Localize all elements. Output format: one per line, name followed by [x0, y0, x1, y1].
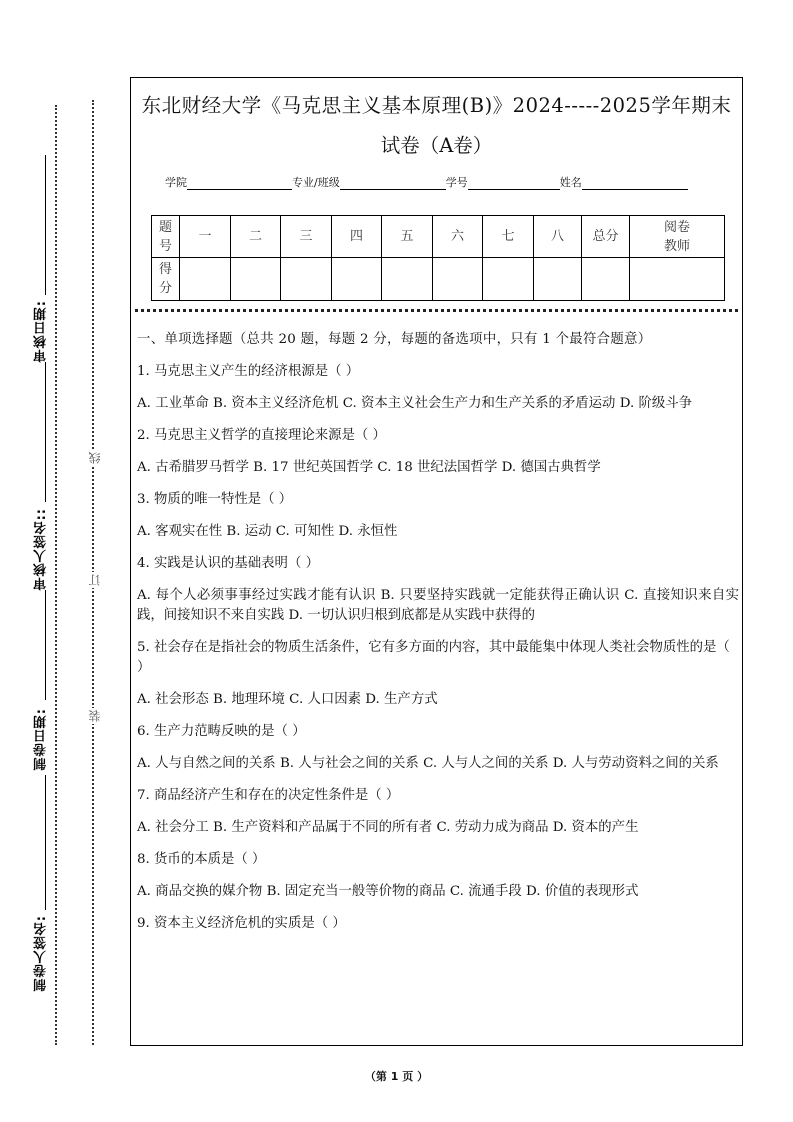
section-single-choice	[137, 330, 739, 946]
name-label: 姓名	[559, 176, 582, 189]
question-stem: 9. 资本主义经济危机的实质是（ ）	[137, 916, 346, 931]
question-options: A. 社会分工 B. 生产资料和产品属于不同的所有者 C. 劳动力成为商品 D. 资本的产生	[137, 820, 639, 835]
student-id-label: 学号	[445, 176, 468, 189]
maker-sign-label: 制卷人签名:	[34, 915, 49, 992]
college-label: 学院	[165, 176, 187, 189]
question-stem: 1. 马克思主义产生的经济根源是（ ）	[137, 364, 360, 379]
question-stem: 8. 货币的本质是（ ）	[137, 852, 266, 867]
reviewer-date-label: 审核日期:	[34, 300, 49, 363]
score-label: 得分	[152, 258, 180, 301]
name-field[interactable]	[582, 177, 688, 190]
score-cell-1[interactable]	[180, 258, 231, 301]
question-stem: 2. 马克思主义哲学的直接理论来源是（ ）	[137, 428, 386, 443]
maker-date-line	[45, 775, 46, 910]
maker-date-label: 制卷日期:	[34, 708, 49, 771]
score-cell-7[interactable]	[483, 258, 534, 301]
question-stem: 6. 生产力范畴反映的是（ ）	[137, 724, 306, 739]
col-header-3: 三	[281, 216, 332, 258]
major-class-label: 专业/班级	[292, 176, 340, 189]
score-table-score-row	[152, 258, 725, 301]
score-cell-5[interactable]	[382, 258, 433, 301]
exam-frame	[130, 77, 743, 1046]
score-table	[151, 215, 725, 301]
score-cell-6[interactable]	[433, 258, 483, 301]
col-header-8: 八	[534, 216, 582, 258]
page-number: （第 1 页 ）	[364, 1070, 429, 1083]
reviewer-sign-line	[45, 590, 46, 700]
score-cell-total[interactable]	[582, 258, 630, 301]
student-info-row	[165, 174, 688, 190]
score-cell-3[interactable]	[281, 258, 332, 301]
col-header-2: 二	[231, 216, 281, 258]
question-options: A. 人与自然之间的关系 B. 人与社会之间的关系 C. 人与人之间的关系 D. 人与劳动资料之间的关系	[137, 756, 719, 771]
binding-char-bind: 装	[88, 710, 102, 722]
binding-dotted-line-outer	[55, 105, 57, 1045]
student-id-field[interactable]	[468, 177, 560, 190]
score-cell-4[interactable]	[332, 258, 382, 301]
question-options: A. 客观实在性 B. 运动 C. 可知性 D. 永恒性	[137, 524, 398, 539]
question-stem: 3. 物质的唯一特性是（ ）	[137, 492, 293, 507]
col-header-4: 四	[332, 216, 382, 258]
score-cell-grader[interactable]	[630, 258, 725, 301]
exam-title-line2: 试卷（A卷）	[380, 134, 493, 157]
question-options: A. 古希腊罗马哲学 B. 17 世纪英国哲学 C. 18 世纪法国哲学 D. 德国古典哲学	[137, 460, 601, 475]
reviewer-date-line-bottom	[45, 362, 46, 502]
col-header-5: 五	[382, 216, 433, 258]
dotted-separator	[135, 309, 738, 312]
binding-char-staple: 订	[88, 574, 102, 586]
question-stem: 5. 社会存在是指社会的物质生活条件，它有多方面的内容，其中最能集中体现人类社会物质性的是（ ）	[137, 640, 730, 675]
college-field[interactable]	[187, 177, 292, 190]
question-stem: 7. 商品经济产生和存在的决定性条件是（ ）	[137, 788, 400, 803]
col-header-1: 一	[180, 216, 231, 258]
col-header-total: 总分	[582, 216, 630, 258]
score-cell-2[interactable]	[231, 258, 281, 301]
reviewer-sign-label: 审核人签名::	[34, 508, 49, 591]
binding-char-line: 线	[88, 452, 102, 464]
reviewer-date-line	[45, 155, 46, 295]
question-options: A. 社会形态 B. 地理环境 C. 人口因素 D. 生产方式	[137, 692, 438, 707]
major-class-field[interactable]	[340, 177, 446, 190]
question-options: A. 工业革命 B. 资本主义经济危机 C. 资本主义社会生产力和生产关系的矛盾运动 D. 阶级斗争	[137, 396, 693, 411]
score-cell-8[interactable]	[534, 258, 582, 301]
col-header-6: 六	[433, 216, 483, 258]
question-options: A. 商品交换的媒介物 B. 固定充当一般等价物的商品 C. 流通手段 D. 价值的表现形式	[137, 884, 639, 899]
col-header-grader: 阅卷教师	[630, 216, 725, 258]
col-header-7: 七	[483, 216, 534, 258]
section-title: 一、单项选择题（总共 20 题，每题 2 分，每题的备选项中，只有 1 个最符合题意）	[137, 332, 652, 347]
exam-title-line1: 东北财经大学《马克思主义基本原理(B)》2024-----2025学年期末	[141, 94, 732, 117]
question-options: A. 每个人必须事事经过实践才能有认识 B. 只要坚持实践就一定能获得正确认识 C. 直接知识来自实践，间接知识不来自实践 D. 一切认识归根到底都是从实践中获得的	[137, 588, 739, 623]
question-stem: 4. 实践是认识的基础表明（ ）	[137, 556, 319, 571]
question-number-label: 题号	[152, 216, 180, 258]
score-table-header-row	[152, 216, 725, 258]
